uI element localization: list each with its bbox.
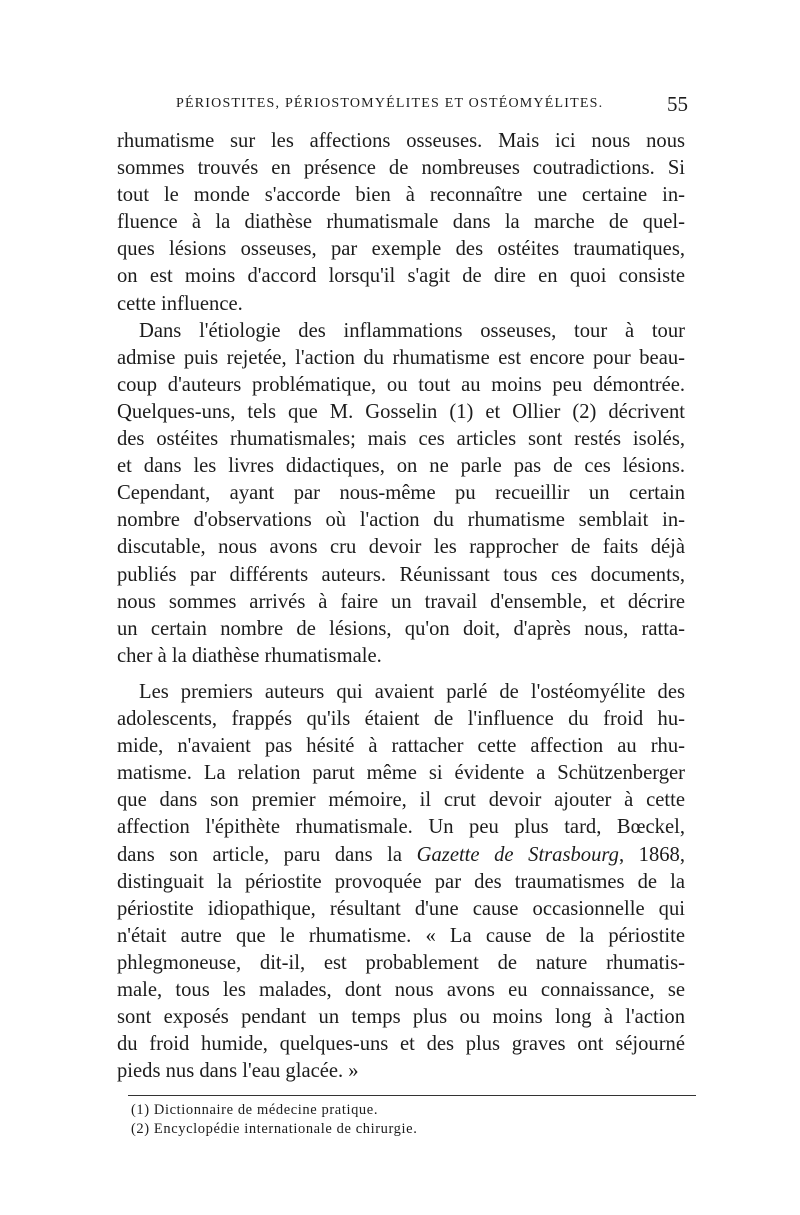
- text-line: on est moins d'accord lorsqu'il s'agit de dire en quoi consiste: [117, 265, 685, 288]
- footnote-2: (2) Encyclopédie internationale de chirurgie.: [131, 1121, 418, 1137]
- body-text-top: [117, 128, 685, 670]
- text-line: Cependant, ayant par nous-même pu recueillir un certain: [117, 482, 685, 505]
- text-line: et dans les livres didactiques, on ne parle pas de ces lésions.: [117, 455, 685, 478]
- text-line: coup d'auteurs problématique, ou tout au moins peu démontrée.: [117, 373, 685, 396]
- text-line: sont exposés pendant un temps plus ou moins long à l'action: [117, 1006, 685, 1029]
- text-line: Les premiers auteurs qui avaient parlé de l'ostéomyélite des: [139, 681, 685, 703]
- text-line: que dans son premier mémoire, il crut devoir ajouter à cette: [117, 789, 685, 812]
- text-line: distinguait la périostite provoquée par des traumatismes de la: [117, 870, 685, 893]
- text-line: male, tous les malades, dont nous avons eu connaissance, se: [117, 979, 685, 1002]
- text-line: cette influence.: [117, 292, 243, 315]
- paragraph-history: [117, 679, 685, 1085]
- text-line: du froid humide, quelques-uns et des plus graves ont séjourné: [117, 1033, 685, 1056]
- paragraph-continued: [117, 128, 685, 318]
- text-line: rhumatisme sur les affections osseuses. Mais ici nous nous: [117, 130, 685, 152]
- footnote-1: (1) Dictionnaire de médecine pratique.: [131, 1102, 379, 1118]
- text-segment: dans son article, paru dans la: [117, 843, 417, 866]
- text-line: nous sommes arrivés à faire un travail d'ensemble, et décrire: [117, 590, 685, 613]
- text-line: adolescents, frappés qu'ils étaient de l'influence du froid hu-: [117, 708, 685, 731]
- text-line: n'était autre que le rhumatisme. « La cause de la périostite: [117, 924, 685, 947]
- text-line: périostite idiopathique, résultant d'une cause occasionnelle qui: [117, 897, 685, 920]
- text-line: Quelques-uns, tels que M. Gosselin (1) et Ollier (2) décrivent: [117, 400, 685, 423]
- text-line: Dans l'étiologie des inflammations osseuses, tour à tour: [139, 319, 685, 342]
- text-line: cher à la diathèse rhumatismale.: [117, 644, 382, 667]
- footnote-rule: [128, 1095, 696, 1096]
- footnotes: [131, 1101, 417, 1139]
- text-segment: , 1868,: [618, 843, 686, 866]
- text-line: un certain nombre de lésions, qu'on doit, d'après nous, ratta-: [117, 617, 685, 640]
- text-line: publiés par différents auteurs. Réunissant tous ces documents,: [117, 563, 685, 586]
- text-line-citation: [117, 842, 685, 869]
- journal-title: Gazette de Strasbourg: [416, 843, 619, 866]
- text-line: affection l'épithète rhumatismale. Un peu plus tard, Bœckel,: [117, 816, 685, 839]
- text-line: mide, n'avaient pas hésité à rattacher cette affection au rhu-: [117, 735, 685, 758]
- text-line: discutable, nous avons cru devoir les rapprocher de faits déjà: [117, 536, 685, 559]
- running-head-title: PÉRIOSTITES, PÉRIOSTOMYÉLITES ET OSTÉOMYÉLITES.: [176, 96, 604, 111]
- text-line: tout le monde s'accorde bien à reconnaître une certaine in-: [117, 184, 685, 207]
- paragraph-etiology: [117, 318, 685, 670]
- page-number: 55: [667, 92, 688, 116]
- text-line: nombre d'observations où l'action du rhumatisme semblait in-: [117, 509, 685, 532]
- text-line: pieds nus dans l'eau glacée. »: [117, 1060, 359, 1083]
- text-line: matisme. La relation parut même si évidente a Schützenberger: [117, 762, 685, 785]
- text-line: sommes trouvés en présence de nombreuses coutradictions. Si: [117, 157, 685, 180]
- text-line: fluence à la diathèse rhumatismale dans la marche de quel-: [117, 211, 685, 234]
- text-line: ques lésions osseuses, par exemple des ostéites traumatiques,: [117, 238, 685, 261]
- text-line: admise puis rejetée, l'action du rhumatisme est encore pour beau-: [117, 346, 685, 369]
- text-line: phlegmoneuse, dit-il, est probablement de nature rhumatis-: [117, 951, 685, 974]
- text-line: des ostéites rhumatismales; mais ces articles sont restés isolés,: [117, 428, 685, 451]
